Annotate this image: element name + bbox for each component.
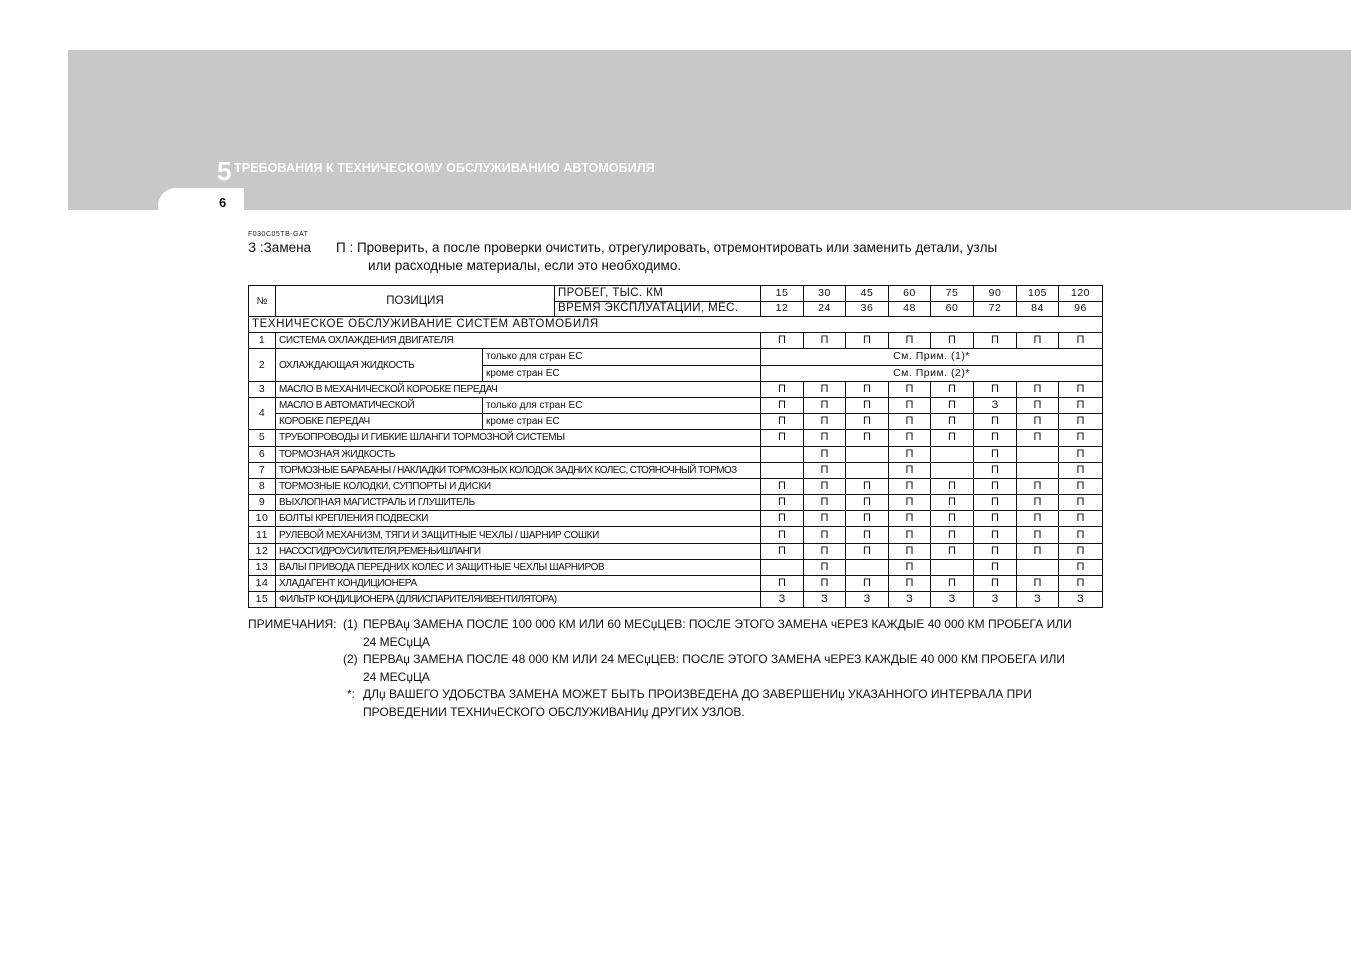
row-number: 3	[249, 381, 276, 397]
interval-cell: П	[804, 543, 846, 559]
interval-cell: П	[1017, 333, 1059, 349]
interval-cell: П	[846, 527, 889, 543]
interval-cell: П	[974, 495, 1017, 511]
interval-cell: П	[1059, 397, 1103, 413]
interval-cell: П	[1059, 527, 1103, 543]
interval-cell: П	[846, 543, 889, 559]
interval-cell: П	[761, 511, 804, 527]
mileage-value: 75	[931, 286, 974, 302]
interval-cell: П	[889, 462, 931, 478]
item-variant: кроме стран ЕС	[483, 414, 761, 430]
section-row	[249, 317, 1103, 333]
interval-cell	[931, 462, 974, 478]
mileage-value: 45	[846, 286, 889, 302]
interval-cell: П	[1017, 495, 1059, 511]
interval-cell: П	[1017, 430, 1059, 446]
interval-cell: П	[804, 478, 846, 494]
table-row	[249, 430, 1103, 446]
item-name: ФИЛЬТР КОНДИЦИОНЕРА (ДЛЯИСПАРИТЕЛЯИВЕНТИЛЯТОРА)	[276, 592, 761, 608]
interval-cell	[846, 559, 889, 575]
row-number: 12	[249, 543, 276, 559]
table-row	[249, 414, 1103, 430]
interval-cell: П	[846, 576, 889, 592]
interval-cell: П	[761, 430, 804, 446]
item-name: РУЛЕВОЙ МЕХАНИЗМ, ТЯГИ И ЗАЩИТНЫЕ ЧЕХЛЫ / ШАРНИР СОШКИ	[276, 527, 761, 543]
interval-cell: П	[974, 527, 1017, 543]
interval-cell: П	[846, 478, 889, 494]
note-2	[363, 651, 1103, 686]
row-number: 1	[249, 333, 276, 349]
row-number: 15	[249, 592, 276, 608]
row-number: 10	[249, 511, 276, 527]
mileage-value: 120	[1059, 286, 1103, 302]
header-position: ПОЗИЦИЯ	[276, 286, 555, 317]
interval-cell: П	[889, 430, 931, 446]
table-row	[249, 559, 1103, 575]
item-name: ОХЛАЖДАЮЩАЯ ЖИДКОСТЬ	[276, 349, 483, 381]
chapter-title: ТРЕБОВАНИЯ К ТЕХНИЧЕСКОМУ ОБСЛУЖИВАНИЮ АВТОМОБИЛЯ	[234, 161, 655, 175]
table-row	[249, 495, 1103, 511]
interval-cell: П	[761, 478, 804, 494]
interval-cell: П	[804, 495, 846, 511]
interval-cell: П	[931, 414, 974, 430]
interval-cell: П	[1059, 333, 1103, 349]
mileage-value: 105	[1017, 286, 1059, 302]
row-number: 9	[249, 495, 276, 511]
interval-cell: П	[1017, 576, 1059, 592]
item-name: ВАЛЫ ПРИВОДА ПЕРЕДНИХ КОЛЕС И ЗАЩИТНЫЕ ЧЕХЛЫ ШАРНИРОВ	[276, 559, 761, 575]
table-header-row	[249, 286, 1103, 302]
months-value: 72	[974, 301, 1017, 317]
months-value: 12	[761, 301, 804, 317]
interval-cell: П	[761, 414, 804, 430]
interval-cell: З	[804, 592, 846, 608]
chapter-number: 5	[217, 156, 232, 186]
interval-cell	[761, 446, 804, 462]
interval-cell: З	[931, 592, 974, 608]
item-name: ТОРМОЗНЫЕ БАРАБАНЫ / НАКЛАДКИ ТОРМОЗНЫХ КОЛОДОК ЗАДНИХ КОЛЕС, СТОЯНОЧНЫЙ ТОРМОЗ	[276, 462, 761, 478]
note-1	[363, 616, 1103, 651]
interval-cell: П	[974, 543, 1017, 559]
interval-cell: П	[761, 397, 804, 413]
interval-cell: П	[1059, 381, 1103, 397]
interval-cell: П	[846, 414, 889, 430]
interval-cell: П	[974, 462, 1017, 478]
interval-cell: П	[1059, 511, 1103, 527]
row-number: 7	[249, 462, 276, 478]
interval-cell: П	[804, 511, 846, 527]
interval-cell: П	[1017, 511, 1059, 527]
interval-cell	[846, 462, 889, 478]
interval-cell: З	[761, 592, 804, 608]
item-variant: только для стран ЕС	[483, 397, 761, 413]
interval-cell: П	[804, 397, 846, 413]
interval-cell: З	[1059, 592, 1103, 608]
interval-cell: П	[974, 414, 1017, 430]
interval-cell: З	[1017, 592, 1059, 608]
table-row	[249, 576, 1103, 592]
interval-cell: П	[761, 543, 804, 559]
row-number: 6	[249, 446, 276, 462]
maintenance-schedule-table	[248, 285, 1103, 608]
interval-cell	[846, 446, 889, 462]
item-name: ТОРМОЗНЫЕ КОЛОДКИ, СУППОРТЫ И ДИСКИ	[276, 478, 761, 494]
interval-cell: П	[931, 381, 974, 397]
item-name: ВЫХЛОПНАЯ МАГИСТРАЛЬ И ГЛУШИТЕЛЬ	[276, 495, 761, 511]
interval-cell	[931, 559, 974, 575]
legend-replace: З :Замена	[248, 240, 312, 255]
see-note-cell: См. Прим. (2)*	[761, 365, 1103, 381]
interval-cell: П	[1059, 446, 1103, 462]
interval-cell: П	[804, 559, 846, 575]
interval-cell: П	[931, 543, 974, 559]
interval-cell	[931, 446, 974, 462]
interval-cell: П	[1017, 543, 1059, 559]
interval-cell: П	[889, 576, 931, 592]
header-mileage: ПРОБЕГ, ТЫС. КМ	[555, 286, 761, 302]
note-1-line-2: 24 МЕСџЦА	[363, 634, 430, 649]
interval-cell: П	[889, 478, 931, 494]
mileage-value: 30	[804, 286, 846, 302]
note-2-line-1: ПЕРВАџ ЗАМЕНА ПОСЛЕ 48 000 КМ ИЛИ 24 МЕСџЦЕВ: ПОСЛЕ ЭТОГО ЗАМЕНА чЕРЕЗ КАЖДЫЕ 40 000 КМ ПРОБЕГА ИЛИ	[363, 652, 1066, 666]
item-name: МАСЛО В АВТОМАТИЧЕСКОЙ	[276, 397, 483, 413]
interval-cell: П	[804, 576, 846, 592]
item-name: МАСЛО В МЕХАНИЧЕСКОЙ КОРОБКЕ ПЕРЕДАЧ	[276, 381, 761, 397]
interval-cell: П	[974, 381, 1017, 397]
interval-cell: П	[889, 381, 931, 397]
table-row	[249, 543, 1103, 559]
row-number: 2	[249, 349, 276, 381]
note-1-marker: (1)	[343, 617, 358, 631]
note-2-line-2: 24 МЕСџЦА	[363, 669, 430, 684]
interval-cell: П	[974, 559, 1017, 575]
interval-cell: П	[804, 430, 846, 446]
interval-cell: П	[804, 462, 846, 478]
interval-cell: П	[1017, 397, 1059, 413]
interval-cell: П	[1017, 381, 1059, 397]
item-name: ТРУБОПРОВОДЫ И ГИБКИЕ ШЛАНГИ ТОРМОЗНОЙ СИСТЕМЫ	[276, 430, 761, 446]
section-title: ТЕХНИЧЕСКОЕ ОБСЛУЖИВАНИЕ СИСТЕМ АВТОМОБИЛЯ	[249, 317, 1103, 333]
interval-cell: П	[974, 430, 1017, 446]
note-3-line-2: ПРОВЕДЕНИИ ТЕХНИчЕСКОГО ОБСЛУЖИВАНИџ ДРУГИХ УЗЛОВ.	[363, 704, 745, 719]
table-row	[249, 527, 1103, 543]
mileage-value: 90	[974, 286, 1017, 302]
interval-cell: П	[974, 511, 1017, 527]
interval-cell: П	[804, 446, 846, 462]
table-row	[249, 381, 1103, 397]
interval-cell: П	[974, 576, 1017, 592]
legend-inspect-continued: или расходные материалы, если это необходимо.	[368, 258, 682, 273]
months-value: 96	[1059, 301, 1103, 317]
notes-label: ПРИМЕЧАНИЯ:	[248, 617, 337, 631]
note-2-marker: (2)	[343, 652, 358, 666]
interval-cell: П	[846, 495, 889, 511]
header-no: №	[249, 286, 276, 317]
interval-cell: П	[931, 527, 974, 543]
interval-cell: П	[974, 446, 1017, 462]
interval-cell: П	[804, 527, 846, 543]
months-value: 84	[1017, 301, 1059, 317]
interval-cell: П	[1059, 559, 1103, 575]
table-row	[249, 462, 1103, 478]
item-name: БОЛТЫ КРЕПЛЕНИЯ ПОДВЕСКИ	[276, 511, 761, 527]
item-name: НАСОСГИДРОУСИЛИТЕЛЯ,РЕМЕНЬИШЛАНГИ	[276, 543, 761, 559]
interval-cell: П	[1059, 430, 1103, 446]
item-name: ХЛАДАГЕНТ КОНДИЦИОНЕРА	[276, 576, 761, 592]
interval-cell: П	[931, 397, 974, 413]
interval-cell	[1017, 559, 1059, 575]
interval-cell	[761, 559, 804, 575]
interval-cell	[761, 462, 804, 478]
interval-cell: П	[761, 495, 804, 511]
interval-cell: П	[804, 414, 846, 430]
interval-cell: П	[889, 397, 931, 413]
header-months: ВРЕМЯ ЭКСПЛУАТАЦИИ, МЕС.	[555, 301, 761, 317]
interval-cell: П	[889, 559, 931, 575]
interval-cell: П	[889, 527, 931, 543]
page-number-tab	[158, 188, 244, 212]
mileage-value: 60	[889, 286, 931, 302]
interval-cell: П	[1059, 543, 1103, 559]
table-row	[249, 478, 1103, 494]
interval-cell: П	[1059, 462, 1103, 478]
document-code: F030C05TB-GAT	[248, 231, 309, 238]
interval-cell: П	[761, 576, 804, 592]
table-row	[249, 511, 1103, 527]
table-row	[249, 446, 1103, 462]
table-row	[249, 397, 1103, 413]
note-3-line-1: ДЛџ ВАШЕГО УДОБСТВА ЗАМЕНА МОЖЕТ БЫТЬ ПРОИЗВЕДЕНА ДО ЗАВЕРШЕНИџ УКАЗАННОГО ИНТЕРВАЛА ПРИ	[363, 687, 1032, 701]
interval-cell: П	[931, 478, 974, 494]
interval-cell: П	[889, 511, 931, 527]
interval-cell: З	[889, 592, 931, 608]
interval-cell: П	[761, 527, 804, 543]
interval-cell: П	[846, 397, 889, 413]
see-note-cell: См. Прим. (1)*	[761, 349, 1103, 365]
interval-cell: П	[1059, 495, 1103, 511]
note-1-line-1: ПЕРВАџ ЗАМЕНА ПОСЛЕ 100 000 КМ ИЛИ 60 МЕСџЦЕВ: ПОСЛЕ ЭТОГО ЗАМЕНА чЕРЕЗ КАЖДЫЕ 40 000 КМ ПРОБЕГА ИЛИ	[363, 617, 1072, 631]
interval-cell: П	[804, 333, 846, 349]
interval-cell: П	[1059, 478, 1103, 494]
note-3-marker: *:	[347, 687, 356, 701]
interval-cell: П	[974, 333, 1017, 349]
interval-cell: П	[931, 495, 974, 511]
interval-cell: П	[931, 333, 974, 349]
interval-cell: П	[931, 576, 974, 592]
item-variant: только для стран ЕС	[483, 349, 761, 365]
interval-cell: П	[1017, 414, 1059, 430]
interval-cell: П	[1017, 527, 1059, 543]
interval-cell: П	[889, 446, 931, 462]
interval-cell: П	[889, 543, 931, 559]
months-value: 60	[931, 301, 974, 317]
row-number: 14	[249, 576, 276, 592]
interval-cell: П	[1017, 478, 1059, 494]
interval-cell: П	[1059, 576, 1103, 592]
interval-cell: З	[974, 397, 1017, 413]
interval-cell: П	[761, 333, 804, 349]
interval-cell: П	[931, 430, 974, 446]
chapter-header-band	[68, 50, 1351, 210]
item-name: КОРОБКЕ ПЕРЕДАЧ	[276, 414, 483, 430]
interval-cell: З	[846, 592, 889, 608]
row-number: 11	[249, 527, 276, 543]
interval-cell: П	[931, 511, 974, 527]
interval-cell: П	[846, 511, 889, 527]
interval-cell: П	[889, 333, 931, 349]
row-number: 4	[249, 397, 276, 429]
months-value: 48	[889, 301, 931, 317]
note-3	[363, 686, 1103, 721]
interval-cell: П	[974, 478, 1017, 494]
item-name: СИСТЕМА ОХЛАЖДЕНИЯ ДВИГАТЕЛЯ	[276, 333, 761, 349]
months-value: 36	[846, 301, 889, 317]
row-number: 5	[249, 430, 276, 446]
interval-cell	[1017, 462, 1059, 478]
interval-cell: П	[761, 381, 804, 397]
page-number: 6	[219, 195, 227, 210]
item-name: ТОРМОЗНАЯ ЖИДКОСТЬ	[276, 446, 761, 462]
interval-cell: П	[846, 430, 889, 446]
interval-cell: П	[846, 381, 889, 397]
interval-cell: П	[804, 381, 846, 397]
table-row	[249, 349, 1103, 365]
interval-cell: З	[974, 592, 1017, 608]
row-number: 8	[249, 478, 276, 494]
interval-cell: П	[889, 495, 931, 511]
interval-cell	[1017, 446, 1059, 462]
mileage-value: 15	[761, 286, 804, 302]
table-row	[249, 592, 1103, 608]
legend-inspect: П : Проверить, а после проверки очистить, отрегулировать, отремонтировать или заменить детали, узлы	[336, 240, 998, 255]
months-value: 24	[804, 301, 846, 317]
interval-cell: П	[889, 414, 931, 430]
interval-cell: П	[1059, 414, 1103, 430]
interval-cell: П	[846, 333, 889, 349]
row-number: 13	[249, 559, 276, 575]
legend	[248, 240, 998, 255]
item-variant: кроме стран ЕС	[483, 365, 761, 381]
table-row	[249, 333, 1103, 349]
